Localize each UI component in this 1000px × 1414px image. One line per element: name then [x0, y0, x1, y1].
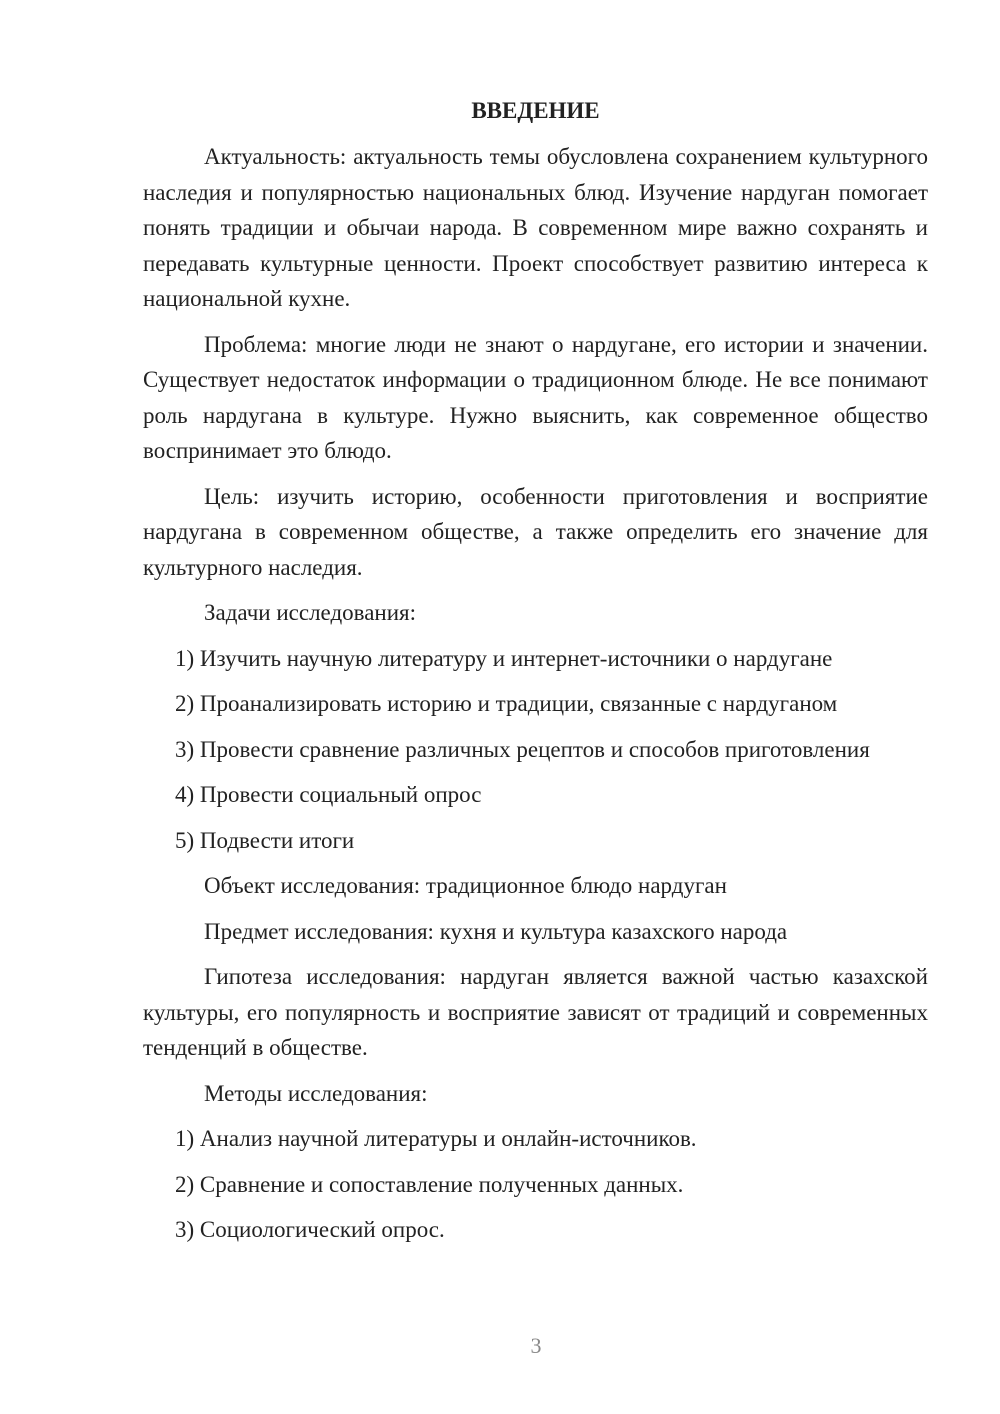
problem-paragraph: Проблема: многие люди не знают о нардугане, его истории и значении. Существует недостаток информации о традиционном блюде. Не все понимают роль нардугана в культуре. Нужно выяснить, как современное общество воспринимает это блюдо. [143, 331, 928, 463]
subject-line: Предмет исследования: кухня и культура казахского народа [204, 918, 788, 944]
hypothesis-paragraph: Гипотеза исследования: нардуган является важной частью казахской культуры, его популярность и восприятие зависят от традиций и современных тенденций в обществе. [143, 964, 928, 1060]
method-item: 3) Социологический опрос. [175, 1217, 445, 1242]
tasks-list [143, 641, 928, 859]
tasks-title: Задачи исследования: [204, 600, 417, 625]
relevance-paragraph: Актуальность: актуальность темы обусловлена сохранением культурного наследия и популярностью национальных блюд. Изучение нардуган помогает понять традиции и обычаи народа. В современном мире важно сохранять и передавать культурные ценности. Проект способствует развитию интереса к национальной кухне. [143, 144, 928, 311]
document-page [143, 96, 928, 1258]
method-item: 2) Сравнение и сопоставление полученных данных. [175, 1171, 684, 1197]
task-item: 3) Провести сравнение различных рецептов и способов приготовления [175, 736, 870, 762]
task-item: 1) Изучить научную литературу и интернет-источники о нардугане [175, 645, 833, 671]
task-item: 2) Проанализировать историю и традиции, связанные с нардуганом [175, 691, 838, 716]
methods-title: Методы исследования: [204, 1080, 428, 1106]
section-heading: ВВЕДЕНИЕ [471, 98, 600, 123]
task-item: 4) Провести социальный опрос [175, 782, 482, 807]
page-number: 3 [530, 1333, 542, 1358]
object-line: Объект исследования: традиционное блюдо нардуган [204, 873, 727, 898]
task-item: 5) Подвести итоги [175, 827, 355, 853]
method-item: 1) Анализ научной литературы и онлайн-источников. [175, 1126, 697, 1151]
methods-list [143, 1121, 928, 1248]
goal-paragraph: Цель: изучить историю, особенности приготовления и восприятие нардугана в современном обществе, а также определить его значение для культурного наследия. [143, 483, 928, 580]
